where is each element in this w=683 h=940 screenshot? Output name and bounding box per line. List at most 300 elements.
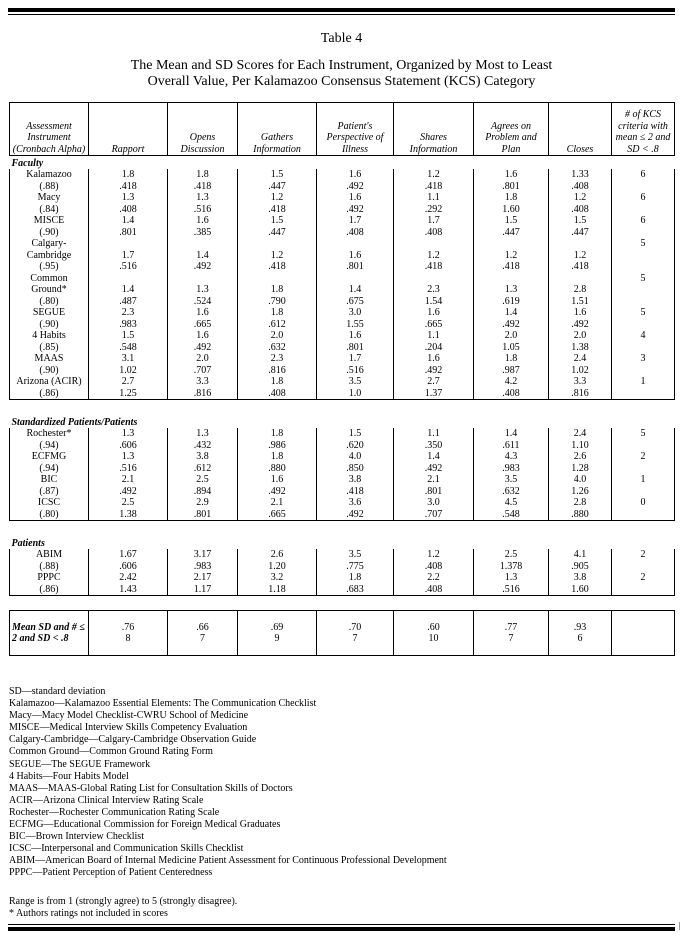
score-sd: .632 [502,485,520,497]
summary-cell [549,611,612,656]
score-sd: 1.25 [119,387,137,399]
score-sd: .516 [119,462,137,474]
score-sd: .418 [119,180,137,192]
criteria-count: 2 [612,451,675,474]
score-cell [394,330,474,353]
spacer-row [10,596,675,611]
score-sd: .408 [571,180,589,192]
score-mean: 2.8 [573,284,587,295]
score-mean: 1.3 [121,428,135,439]
summary-cell [474,611,549,656]
instrument-name: PPPC [37,572,61,583]
table-row [10,273,675,308]
score-cell [317,428,394,451]
summary-count: 7 [508,633,514,644]
score-sd: 1.17 [193,583,212,595]
score-mean: 1.1 [427,330,440,341]
score-sd: .986 [268,439,286,451]
score-mean: 3.2 [270,572,284,583]
score-mean: 1.7 [427,215,440,226]
abbreviation-note: MISCE—Medical Interview Skills Competency Evaluation [9,722,248,734]
abbreviation-note: ABIM—American Board of Internal Medicine Patient Assessment for Continuous Professional Development [9,855,447,867]
score-cell [168,428,238,451]
instrument-name: Arizona (ACIR) [16,376,82,387]
score-mean: 3.5 [348,376,362,387]
score-sd: .801 [346,261,364,272]
score-mean: 1.67 [119,549,137,560]
score-cell [238,307,317,330]
summary-count: 9 [274,633,280,644]
score-cell [549,273,612,308]
criteria-count: 4 [612,330,675,353]
score-mean: 2.5 [121,497,135,508]
instrument-name: BIC [40,474,58,485]
score-cell [394,497,474,521]
table-row [10,474,675,497]
summary-mean-sd: .76 [121,621,135,633]
score-mean: 3.8 [196,451,209,462]
score-cell [317,192,394,215]
instrument-cell [10,215,89,238]
score-cell [168,238,238,273]
score-cell [474,451,549,474]
summary-cell [168,611,238,656]
score-cell [549,353,612,376]
score-mean: 3.0 [427,497,440,508]
score-mean: 1.6 [573,307,587,318]
score-sd: .816 [571,387,589,399]
score-sd: .983 [119,318,137,330]
score-mean: 1.5 [504,215,518,226]
score-sd: 1.51 [571,295,589,307]
score-cell [168,215,238,238]
criteria-count: 5 [612,273,675,308]
data-table [9,102,675,656]
score-sd: 1.55 [346,318,364,330]
score-sd: .894 [193,485,212,497]
instrument-alpha: (.94) [39,439,59,451]
score-cell [238,451,317,474]
table-row [10,192,675,215]
score-cell [168,330,238,353]
range-note: Range is from 1 (strongly agree) to 5 (strongly disagree). [9,896,238,907]
score-mean: 1.6 [348,192,362,203]
header-agrees: Agrees on Problem and Plan [474,103,549,156]
instrument-name: ABIM [35,549,63,560]
score-cell [238,497,317,521]
score-cell [317,572,394,596]
score-mean: 1.3 [121,451,135,462]
abbreviation-note: PPPC—Patient Perception of Patient Centeredness [9,867,213,879]
score-cell [168,451,238,474]
instrument-name: Kalamazoo [26,169,72,180]
summary-mean-sd: .70 [348,621,362,633]
score-sd: .350 [424,439,443,451]
score-sd: .707 [424,508,443,520]
score-sd: .665 [193,318,212,330]
table-row [10,330,675,353]
criteria-count: 5 [612,238,675,273]
score-mean: 2.7 [427,376,440,387]
score-mean: 1.5 [270,169,284,180]
score-cell [89,215,168,238]
score-cell [168,376,238,400]
score-mean: 1.2 [427,169,440,180]
range-notes [9,896,676,919]
score-sd: .408 [424,583,443,595]
summary-count: 8 [125,633,131,644]
score-cell [238,474,317,497]
score-sd: .675 [346,295,364,307]
score-cell [549,451,612,474]
score-sd: .432 [193,439,212,451]
abbreviation-note: Common Ground—Common Ground Rating Form [9,746,213,758]
score-mean: 1.6 [196,307,209,318]
table-row [10,215,675,238]
score-cell [317,474,394,497]
score-cell [394,451,474,474]
instrument-cell [10,169,89,192]
criteria-count: 2 [612,572,675,596]
score-cell [317,238,394,273]
score-mean: 1.2 [504,249,518,261]
instrument-name: Macy [37,192,61,203]
score-mean: 2.3 [427,284,440,295]
score-sd: .548 [502,508,520,520]
instrument-cell [10,307,89,330]
criteria-count: 6 [612,215,675,238]
instrument-cell [10,549,89,572]
score-cell [317,549,394,572]
score-sd: .790 [268,295,286,307]
score-mean: 3.17 [193,549,212,560]
criteria-count: 2 [612,549,675,572]
margin-mark [679,922,680,930]
score-mean: 2.6 [573,451,587,462]
score-sd: .775 [346,560,364,572]
score-sd: 1.378 [499,560,523,572]
table-row [10,307,675,330]
title-line-2: Overall Value, Per Kalamazoo Consensus Statement (KCS) Category [147,74,536,89]
criteria-count: 6 [612,169,675,192]
abbreviation-note: SEGUE—The SEGUE Framework [9,758,151,770]
score-mean: 1.6 [196,330,209,341]
score-cell [89,549,168,572]
score-sd: 1.02 [571,364,589,376]
score-sd: .418 [346,485,364,497]
score-sd: .408 [268,387,286,399]
table-row [10,451,675,474]
score-sd: .418 [571,261,589,272]
score-cell [474,549,549,572]
abbreviation-note: MAAS—MAAS-Global Rating List for Consultation Skills of Doctors [9,782,293,794]
score-mean: 2.3 [121,307,135,318]
score-sd: .492 [346,203,364,215]
criteria-count: 5 [612,428,675,451]
instrument-cell [10,572,89,596]
instrument-cell [10,192,89,215]
score-sd: 1.02 [119,364,137,376]
score-sd: .801 [346,341,364,353]
section-label: Patients [11,537,45,549]
score-sd: 1.20 [268,560,286,572]
top-rule [8,8,675,12]
score-mean: 1.8 [270,451,284,462]
score-mean: 1.6 [348,330,362,341]
summary-mean-sd: .66 [196,621,209,633]
score-cell [89,572,168,596]
score-cell [168,307,238,330]
score-mean: 1.7 [121,249,135,261]
score-sd: .983 [502,462,520,474]
score-mean: 1.4 [196,249,209,261]
score-cell [89,474,168,497]
section-label: Standardized Patients/Patients [11,416,138,428]
score-sd: .408 [424,560,443,572]
instrument-alpha: (.87) [39,485,59,497]
score-sd: .801 [424,485,443,497]
score-sd: .606 [119,439,137,451]
instrument-name: SEGUE [32,307,66,318]
score-cell [549,474,612,497]
instrument-alpha: (.80) [39,295,59,307]
score-sd: .292 [424,203,443,215]
score-sd: .801 [193,508,212,520]
score-mean: 2.6 [270,549,284,560]
instrument-cell [10,273,89,308]
header-rapport: Rapport [89,103,168,156]
instrument-name: Common Ground* [30,272,68,295]
score-mean: 1.6 [427,353,440,364]
header-criteria: # of KCS criteria with mean ≤ 2 and SD < .8 [612,103,675,156]
score-sd: .619 [502,295,520,307]
score-mean: 1.5 [573,215,587,226]
score-sd: .492 [268,485,286,497]
instrument-alpha: (.86) [39,583,59,595]
score-mean: 2.0 [573,330,587,341]
score-sd: .612 [193,462,212,474]
score-mean: 1.6 [504,169,518,180]
score-cell [549,192,612,215]
score-sd: .408 [119,203,137,215]
title-line-1: The Mean and SD Scores for Each Instrument, Organized by Most to Least [130,58,553,73]
criteria-count: 6 [612,192,675,215]
score-mean: 2.5 [504,549,518,560]
instrument-alpha: (.84) [39,203,59,215]
score-cell [394,238,474,273]
summary-mean-sd: .60 [427,621,440,633]
score-mean: 1.2 [427,549,440,560]
score-cell [474,330,549,353]
score-sd: 1.28 [571,462,589,474]
score-mean: 2.17 [193,572,212,583]
instrument-alpha: (.90) [39,318,59,330]
score-mean: 3.3 [196,376,209,387]
score-cell [317,376,394,400]
abbreviation-notes [9,686,676,880]
table-row [10,376,675,400]
instrument-alpha: (.88) [39,560,59,572]
header-gathers: Gathers Information [238,103,317,156]
score-mean: 2.1 [121,474,135,485]
section-row [10,400,675,429]
score-mean: 2.42 [119,572,137,583]
score-cell [474,307,549,330]
score-cell [89,238,168,273]
score-cell [238,238,317,273]
score-sd: .418 [268,203,286,215]
score-cell [89,497,168,521]
abbreviation-note: ICSC—Interpersonal and Communication Skills Checklist [9,843,244,855]
section-label: Faculty [11,157,44,169]
score-cell [238,549,317,572]
score-sd: .492 [424,462,443,474]
score-mean: 1.4 [504,307,518,318]
score-sd: .418 [424,261,443,272]
score-mean: 1.2 [270,192,284,203]
score-sd: .611 [502,439,520,451]
instrument-alpha: (.86) [39,387,59,399]
score-cell [394,376,474,400]
score-mean: 1.2 [573,249,587,261]
score-sd: .408 [346,226,364,238]
score-mean: 1.3 [504,572,518,583]
score-mean: 1.8 [121,169,135,180]
score-mean: 1.3 [504,284,518,295]
table-row [10,497,675,521]
table-row [10,428,675,451]
score-sd: 1.10 [571,439,589,451]
score-mean: 4.1 [573,549,587,560]
score-sd: 1.18 [268,583,286,595]
score-cell [238,330,317,353]
instrument-name: Rochester* [26,428,72,439]
abbreviation-note: ECFMG—Educational Commission for Foreign Medical Graduates [9,819,281,831]
score-cell [474,428,549,451]
score-sd: .385 [193,226,212,238]
score-cell [549,215,612,238]
header-opens: Opens Discussion [168,103,238,156]
score-sd: .516 [346,364,364,376]
score-mean: 1.8 [270,307,284,318]
score-sd: .492 [346,180,364,192]
score-cell [394,273,474,308]
score-cell [238,428,317,451]
table-row [10,549,675,572]
header-perspective: Patient's Perspective of Illness [317,103,394,156]
score-mean: 1.2 [270,249,284,261]
score-cell [474,238,549,273]
score-mean: 1.8 [196,169,209,180]
score-cell [317,497,394,521]
summary-count: 10 [428,633,439,644]
score-mean: 3.5 [348,549,362,560]
score-mean: 1.8 [270,376,284,387]
score-mean: 2.0 [196,353,209,364]
score-cell [238,273,317,308]
instrument-name: Calgary-Cambridge [26,238,72,261]
score-cell [168,169,238,192]
score-sd: 1.54 [424,295,443,307]
score-mean: 1.8 [504,192,518,203]
score-sd: .447 [268,226,286,238]
abbreviation-note: Calgary-Cambridge—Calgary-Cambridge Observation Guide [9,734,257,746]
score-cell [89,376,168,400]
summary-mean-sd: .93 [573,621,587,633]
score-sd: .204 [424,341,443,353]
score-sd: .620 [346,439,364,451]
summary-row [10,611,675,656]
instrument-alpha: (.90) [39,364,59,376]
score-sd: 1.38 [119,508,137,520]
score-cell [474,497,549,521]
score-cell [317,353,394,376]
score-mean: 4.5 [504,497,518,508]
abbreviation-note: BIC—Brown Interview Checklist [9,831,144,843]
summary-cell [238,611,317,656]
score-cell [89,307,168,330]
score-sd: .408 [571,203,589,215]
score-mean: 4.0 [348,451,362,462]
score-sd: .632 [268,341,286,353]
score-cell [238,353,317,376]
instrument-cell [10,451,89,474]
score-sd: .487 [119,295,137,307]
score-sd: .492 [502,318,520,330]
score-sd: 1.60 [502,203,520,215]
score-sd: .612 [268,318,286,330]
score-cell [474,273,549,308]
score-cell [168,273,238,308]
criteria-count: 5 [612,307,675,330]
score-cell [474,215,549,238]
score-cell [89,192,168,215]
summary-mean-sd: .77 [504,621,518,633]
score-cell [89,330,168,353]
score-cell [474,353,549,376]
score-sd: .492 [424,364,443,376]
score-sd: .418 [424,180,443,192]
header-closes: Closes [549,103,612,156]
score-mean: 2.4 [573,428,587,439]
score-cell [394,192,474,215]
score-cell [394,215,474,238]
instrument-alpha: (.94) [39,462,59,474]
score-cell [238,192,317,215]
table-body [10,156,675,656]
score-cell [168,497,238,521]
instrument-name: ECFMG [31,451,67,462]
score-cell [168,192,238,215]
score-cell [549,497,612,521]
score-mean: 1.3 [196,284,209,295]
score-cell [549,549,612,572]
score-mean: 1.1 [427,428,440,439]
score-mean: 1.2 [427,249,440,261]
score-mean: 2.7 [121,376,135,387]
score-cell [317,451,394,474]
instrument-alpha: (.85) [39,341,59,353]
score-mean: 3.8 [573,572,587,583]
score-mean: 2.0 [270,330,284,341]
spacer-cell [10,596,675,611]
score-mean: 1.2 [573,192,587,203]
score-sd: .418 [502,261,520,272]
score-cell [394,549,474,572]
instrument-cell [10,428,89,451]
score-cell [317,169,394,192]
score-cell [317,330,394,353]
